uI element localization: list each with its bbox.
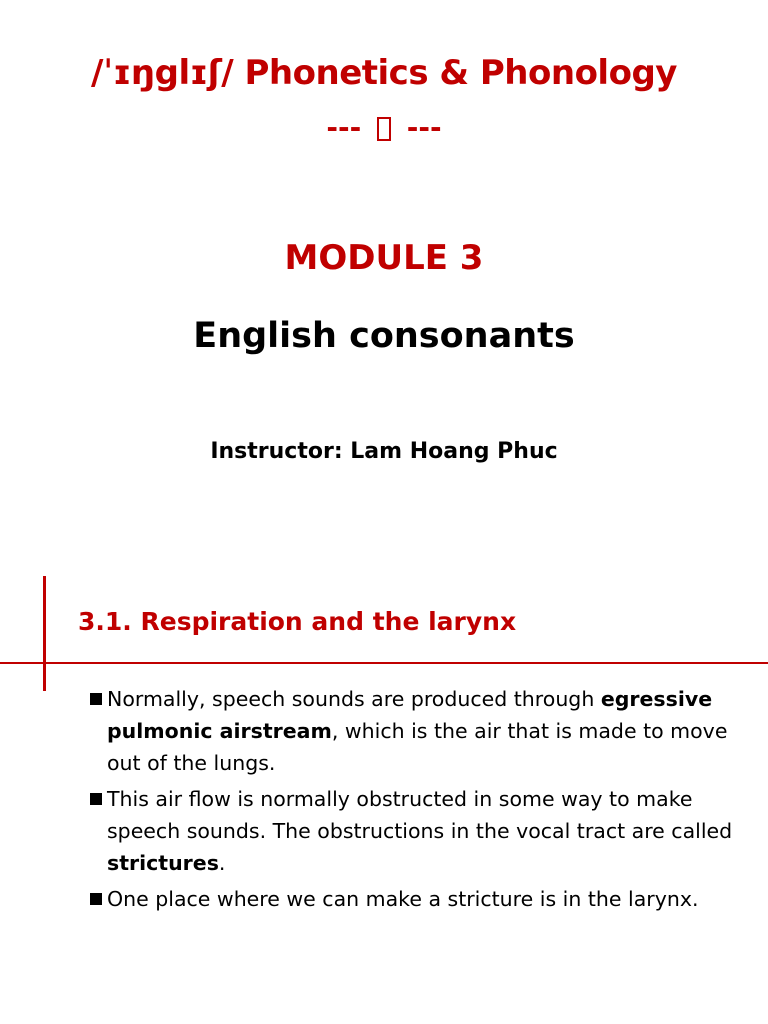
instructor-name: Instructor: Lam Hoang Phuc [210, 439, 558, 464]
module-label: MODULE 3 [284, 238, 484, 278]
module-subtitle: English consonants [193, 316, 575, 356]
square-bullet-icon [90, 893, 102, 905]
bullet-list [90, 683, 750, 919]
missing-glyph-box-icon [377, 117, 391, 141]
page-title: /ˈɪŋglɪʃ/ Phonetics & Phonology [91, 53, 677, 93]
bullet-item [90, 883, 750, 915]
title-divider [0, 108, 768, 148]
section-vertical-rule [43, 576, 46, 691]
bullet-item [90, 783, 750, 879]
bullet-item [90, 683, 750, 779]
bullet-bold-term: strictures [107, 851, 219, 875]
bullet-text: One place where we can make a stricture is in the larynx. [107, 887, 699, 911]
bullet-text: . [218, 851, 226, 875]
divider-left-dashes: --- [326, 111, 362, 144]
square-bullet-icon [90, 693, 102, 705]
bullet-text: This air flow is normally obstructed in some way to make speech sounds. The obstructions in the vocal tract are called [107, 787, 733, 843]
bullet-bold-term: egressive pulmonic airstream [107, 687, 713, 743]
bullet-text: Normally, speech sounds are produced through [107, 687, 601, 711]
divider-right-dashes: --- [406, 111, 442, 144]
section-horizontal-rule [0, 662, 768, 664]
square-bullet-icon [90, 793, 102, 805]
bullet-text: , which is the air that is made to move out of the lungs. [107, 719, 728, 775]
section-heading: 3.1. Respiration and the larynx [78, 607, 517, 636]
